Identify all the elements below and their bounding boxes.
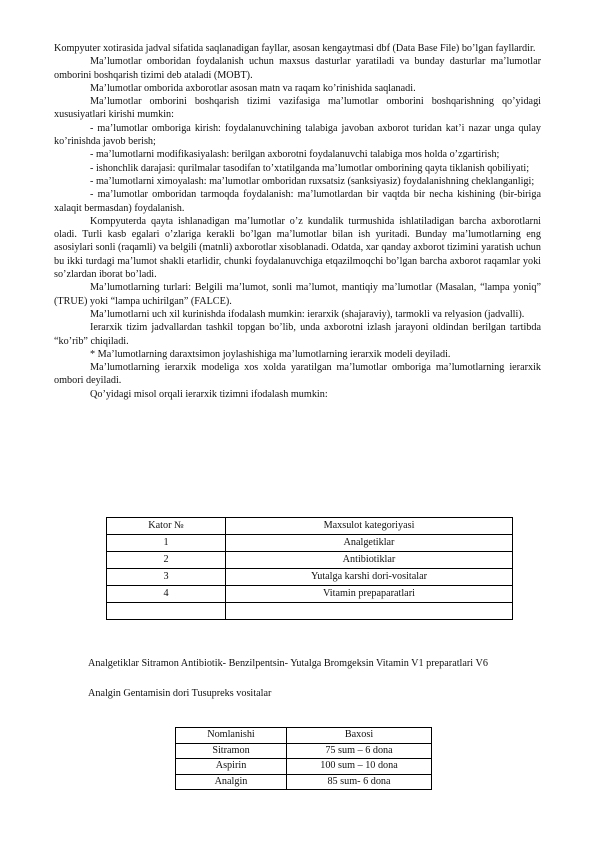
table-row bbox=[176, 743, 432, 759]
paragraph: Ma’lumotlar omborini boshqarish tizimi vazifasiga ma’lumotlar omborini boshqarishning qo’yidagi xususiyatlari kirishi mumkin: bbox=[54, 96, 541, 121]
paragraph: Ma’lumotlarning ierarxik modeliga xos xolda yaratilgan ma’lumotlar omboriga ma’lumotlarning ierarxik ombori deyiladi. bbox=[54, 362, 541, 387]
table-row bbox=[176, 774, 432, 790]
table-cell: Yutalga karshi dori-vositalar bbox=[226, 569, 513, 586]
category-table bbox=[106, 517, 513, 620]
list-item: - ma’lumotlar omboriga kirish: foydalanuvchining talabiga javoban axborot turidan kat’i nazar unga qulay ko’rinishda javob berish; bbox=[54, 122, 541, 148]
hierarchy-line: Analgetiklar Sitramon Antibiotik- Benzilpentsin- Yutalga Bromgeksin Vitamin V1 preparatlari V6 bbox=[88, 658, 488, 669]
table-cell: Antibiotiklar bbox=[226, 552, 513, 569]
paragraph: Qo’yidagi misol orqali ierarxik tizimni ifodalash mumkin: bbox=[90, 388, 328, 400]
table-cell: 3 bbox=[107, 569, 226, 586]
table-header-row bbox=[107, 518, 513, 535]
paragraph: Kompyuter xotirasida jadval sifatida saqlanadigan fayllar, asosan kengaytmasi dbf (Data Base File) bo’lgan fayllardir. bbox=[54, 43, 536, 54]
hierarchy-line: Analgin Gentamisin dori Tusupreks vositalar bbox=[88, 688, 272, 699]
table-header-cell: Kator № bbox=[107, 518, 226, 535]
hierarchy-text bbox=[54, 657, 541, 670]
table-cell: Aspirin bbox=[176, 759, 287, 775]
table-cell: 75 sum – 6 dona bbox=[287, 743, 432, 759]
table-cell: Analgin bbox=[176, 774, 287, 790]
paragraph: Ierarxik tizim jadvallardan tashkil topgan bo’lib, unda axborotni izlash jarayoni oldindan berilgan tartibda “ko’rib” chiqiladi. bbox=[54, 322, 541, 347]
paragraph: Ma’lumotlarning turlari: Belgili ma’lumot, sonli ma’lumot, mantiqiy ma’lumotlar (Masalan, “lampa yoniq” (TRUE) yoki “lampa uchirilgan” (FALCE). bbox=[54, 282, 541, 307]
list-item: - ma’lumotlarni ximoyalash: ma’lumotlar omboridan ruxsatsiz (sanksiyasiz) foydalanishning cheklanganligi; bbox=[90, 175, 535, 187]
table-cell: Vitamin prepaparatlari bbox=[226, 586, 513, 603]
hierarchy-text-second bbox=[54, 687, 541, 700]
table-cell: 4 bbox=[107, 586, 226, 603]
table-row bbox=[107, 603, 513, 620]
table-header-cell: Baxosi bbox=[287, 728, 432, 744]
table-cell bbox=[107, 603, 226, 620]
table-row bbox=[107, 569, 513, 586]
table-cell: Sitramon bbox=[176, 743, 287, 759]
table-row bbox=[107, 586, 513, 603]
paragraph: Ma’lumotlarni uch xil kurinishda ifodalash mumkin: ierarxik (shajaraviy), tarmokli va relyasion (jadvalli). bbox=[90, 308, 525, 320]
table-cell: 1 bbox=[107, 535, 226, 552]
table-cell: 85 sum- 6 dona bbox=[287, 774, 432, 790]
table-header-cell: Maxsulot kategoriyasi bbox=[226, 518, 513, 535]
table-header-row bbox=[176, 728, 432, 744]
list-item: - ma’lumotlar omboridan tarmoqda foydalanish: ma’lumotlardan bir vaqtda bir necha kishining (bir-biriga xalaqit bermasdan) foydalanish. bbox=[54, 189, 541, 214]
paragraph: Kompyuterda qayta ishlanadigan ma’lumotlar o’z kundalik turmushida ishlatiladigan barcha axborotlarni oladi. Turli kasb egalari o’zlariga kerakli bo’lgan ma’lumotlar bilan ish yuritadi. Bunday ma’lumotlarning eng asosiylari sonli (raqamli) va belgili (matnli) axborotlar xisoblanadi. Odatda, xar qanday axborot tizimini yaratish uchun bu ikki turdagi ma’lumot shakli etarlidir, chunki foydalanuvchiga etqazilmoqchi bo’lgan barcha axborot raqamlar yoki so’zlardan iborat bo’ladi. bbox=[54, 215, 541, 281]
table-cell bbox=[226, 603, 513, 620]
paragraph: Ma’lumotlar omborida axborotlar asosan matn va raqam ko’rinishida saqlanadi. bbox=[90, 82, 416, 94]
paragraph: Ma’lumotlar omboridan foydalanish uchun maxsus dasturlar yaratiladi va bunday dasturlar ma’lumotlar omborini boshqarish tizimi deb ataladi (MOBT). bbox=[54, 56, 541, 81]
price-table bbox=[175, 727, 432, 790]
list-item: - ishonchlik darajasi: qurilmalar tasodifan to’xtatilganda ma’lumotlar omborining qayta tiklanish qobiliyati; bbox=[90, 162, 530, 174]
table-cell: 2 bbox=[107, 552, 226, 569]
table-row bbox=[107, 552, 513, 569]
table-header-cell: Nomlanishi bbox=[176, 728, 287, 744]
paragraph: * Ma’lumotlarning daraxtsimon joylashishiga ma’lumotlarning ierarxik modeli deyiladi. bbox=[90, 348, 451, 360]
body-text bbox=[54, 42, 541, 401]
table-row bbox=[107, 535, 513, 552]
table-cell: 100 sum – 10 dona bbox=[287, 759, 432, 775]
list-item: - ma’lumotlarni modifikasiyalash: berilgan axborotni foydalanuvchi talabiga mos holda o’zgartirish; bbox=[90, 149, 500, 161]
table-row bbox=[176, 759, 432, 775]
table-cell: Analgetiklar bbox=[226, 535, 513, 552]
